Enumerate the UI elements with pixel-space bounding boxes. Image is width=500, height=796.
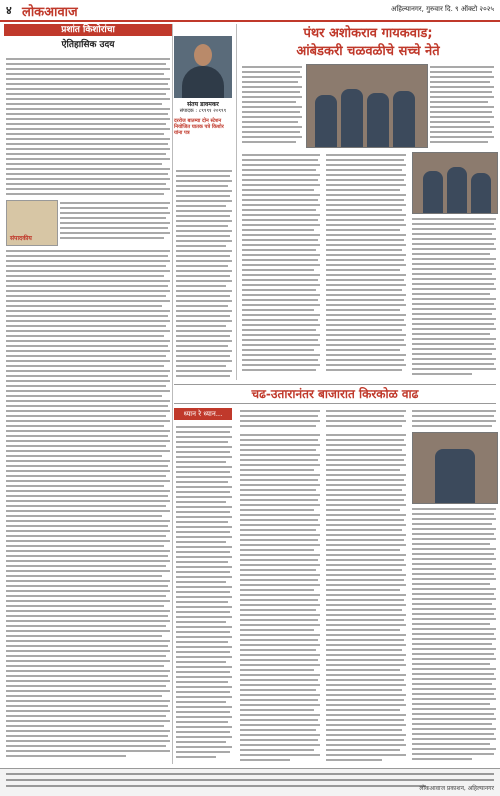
sidebar-box-label: ध्यान रे ध्यान... [174, 408, 232, 420]
main-headline-line2: आंबेडकरी चळवळीचे सच्चे नेते [296, 44, 440, 59]
imprint-footer [0, 768, 500, 796]
columnist-photo [174, 36, 232, 98]
column-divider [172, 24, 173, 764]
side-photo [412, 152, 498, 214]
masthead [0, 0, 500, 22]
editor-photo [6, 200, 58, 246]
editorial-label: संपादकीय [10, 235, 32, 242]
section-subtitle: ऐतिहासिक उदय [61, 40, 115, 50]
column-divider [236, 24, 237, 380]
market-photo [412, 432, 498, 504]
second-story-headline: चढ-उतारानंतर बाजारात किरकोळ वाढ [251, 387, 419, 401]
second-story-banner [174, 384, 496, 404]
main-headline-line1: पंथर अशोकराव गायकवाड; [303, 26, 433, 41]
columnist-role: संपादक : ८९९९१ २०९९९ [179, 108, 227, 114]
left-section-header [4, 24, 172, 50]
pull-quote: दररोज बातम्या दोन स्टेशन नियोजित घातक पत्रे किशोर यांना पत्र [174, 118, 224, 136]
newspaper-logo: लोकआवाज [22, 5, 78, 20]
page-number: ४ [6, 4, 12, 17]
event-photo [306, 64, 428, 148]
columnist-name: संतय डावमकर [187, 101, 219, 108]
footer-text: लोकआवाज प्रकाशन, अहिल्यानगर [419, 785, 494, 792]
dateline: अहिल्यानगर, गुरुवार दि. ९ ऑक्टो २०२५ [391, 5, 494, 13]
section-label: प्रशांत किशोरांचा [4, 24, 172, 36]
